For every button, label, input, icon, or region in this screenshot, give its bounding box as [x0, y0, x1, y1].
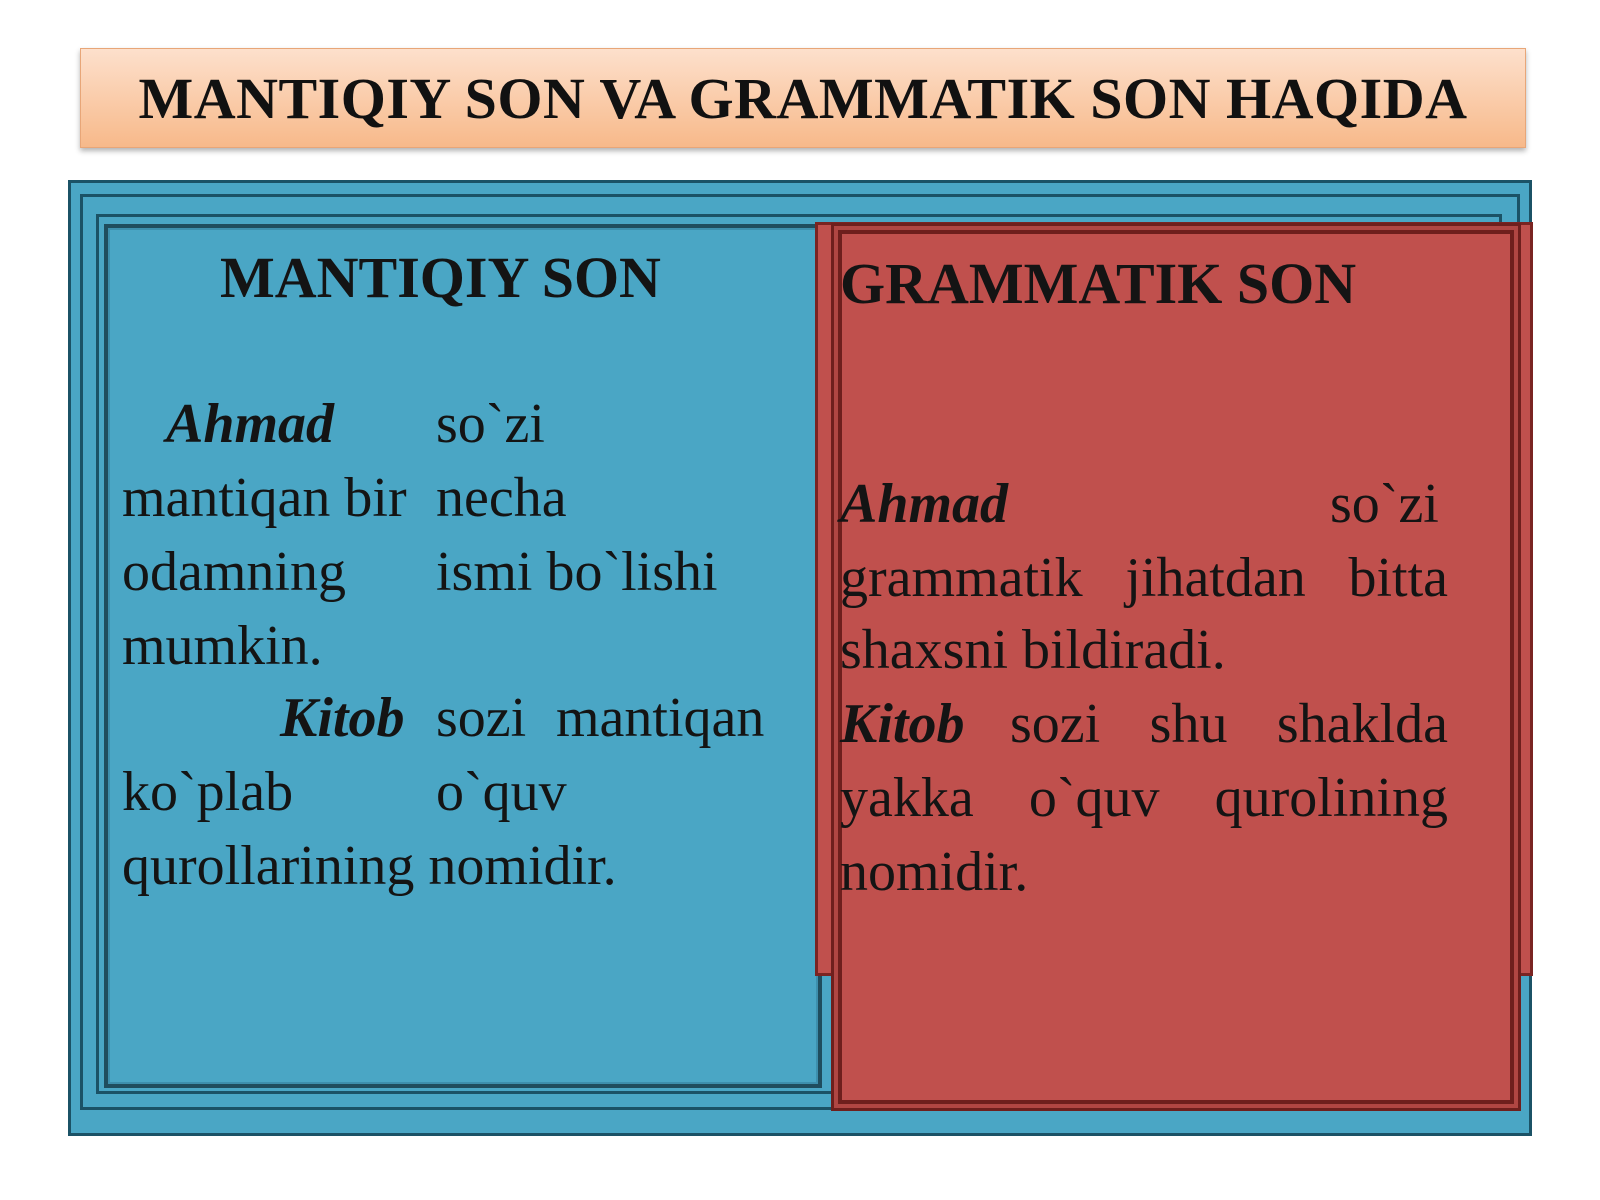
right-line-5: [840, 767, 1448, 829]
left-kitob: Kitob: [280, 687, 405, 749]
right-word-bitta: bitta: [1348, 547, 1448, 609]
grammatik-son-heading: GRAMMATIK SON: [840, 251, 1357, 316]
title-banner: [80, 48, 1526, 148]
right-word-oquv: o`quv: [1028, 767, 1160, 829]
left-mantiqan: mantiqan: [556, 687, 765, 749]
left-odamning: odamning: [122, 541, 346, 603]
right-line-4: [1010, 693, 1448, 755]
right-word-sozi: sozi: [1010, 693, 1101, 755]
left-qurollarining: qurollarining nomidir.: [122, 835, 617, 897]
right-line-3: shaxsni bildiradi.: [840, 619, 1226, 681]
left-necha: necha: [436, 467, 567, 529]
left-ahmad: Ahmad: [166, 393, 335, 455]
right-word-jihatdan: jihatdan: [1125, 547, 1306, 609]
right-word-yakka: yakka: [840, 767, 974, 829]
page-title: MANTIQIY SON VA GRAMMATIK SON HAQIDA: [138, 65, 1468, 131]
left-mantiqan-bir: mantiqan bir: [122, 467, 407, 529]
right-word-shu: shu: [1149, 693, 1228, 755]
left-oquv: o`quv: [436, 761, 567, 823]
right-sozi: so`zi: [1330, 473, 1439, 535]
mantiqiy-son-heading: MANTIQIY SON: [220, 245, 661, 310]
left-sozi-2: sozi: [436, 687, 527, 749]
left-mumkin: mumkin.: [122, 615, 323, 677]
left-koplab: ko`plab: [122, 761, 294, 823]
right-ahmad: Ahmad: [840, 473, 1009, 535]
right-word-grammatik: grammatik: [840, 547, 1083, 609]
right-line-2: [840, 547, 1448, 609]
right-word-shaklda: shaklda: [1276, 693, 1448, 755]
right-kitob: Kitob: [840, 693, 965, 755]
left-sozi: so`zi: [436, 393, 545, 455]
right-word-qurolining: qurolining: [1214, 767, 1448, 829]
left-ismi-bolishi: ismi bo`lishi: [436, 541, 718, 603]
right-line-6: nomidir.: [840, 841, 1029, 903]
